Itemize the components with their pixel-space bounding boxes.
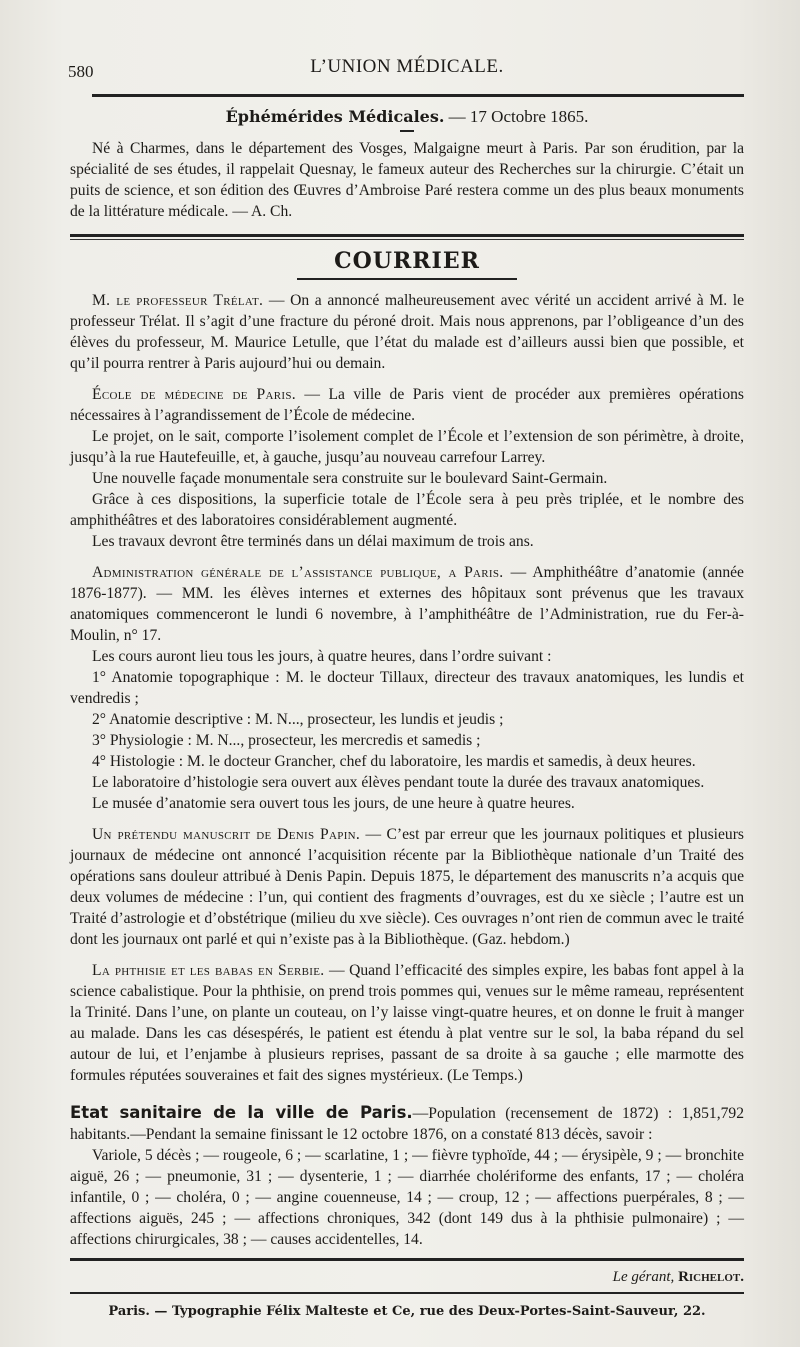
phthisie-lead: La phthisie et les babas en Serbie. [92,962,325,979]
courrier-rule [297,278,517,280]
course-4: 4° Histologie : M. le docteur Grancher, chef du laboratoire, les mardis et samedis, à deux heures. [92,753,696,770]
gerant-label: Le gérant, [612,1269,675,1285]
assistance-p4: Le musée d’anatomie sera ouvert tous les jours, de une heure à quatre heures. [92,795,575,812]
imprint: Paris. — Typographie Félix Malteste et Ce, rue des Deux-Portes-Saint-Sauveur, 22. [108,1304,706,1319]
ecole-text: — La ville de Paris vient de procéder aux premières opérations nécessaires à l’agrandissement de l’École de médecine. [70,386,744,424]
gerant-line [70,1269,744,1286]
ephemerides-label: Éphémérides Médicales. [225,107,445,126]
imprint-rule [70,1292,744,1294]
etat-list: Variole, 5 décès ; — rougeole, 6 ; — scarlatine, 1 ; — fièvre typhoïde, 44 ; — érysipèle, 9 ; — bronchite aiguë, 26 ; — pneumonie, 31 ; — dysenterie, 1 ; — diarrhée cholériforme des enfants, 17 ; — choléra infantile, 0 ; — choléra, 0 ; — angine couenneuse, 14 ; — croup, 12 ; — affections puerpérales, 8 ; — affections aiguës, 245 ; — affections chroniques, 342 (dont 149 dus à la phthisie pulmonaire) ; — affections chirurgicales, 38 ; — causes accidentelles, 14. [70,1147,744,1248]
phthisie-item [70,960,744,1086]
ecole-p4: Grâce à ces dispositions, la superficie totale de l’École sera à peu près triplée, et le nombre des amphithéâtres et des laboratoires considérablement augmenté. [70,491,744,529]
ephemerides-heading [70,107,744,127]
etat-title: Etat sanitaire de la ville de Paris. [70,1103,413,1122]
etat-text: —Population (recensement de 1872) : 1,851,792 habitants.—Pendant la semaine finissant le 12 octobre 1876, on a constaté 813 décès, savoir : [70,1105,744,1143]
ecole-item [70,384,744,552]
ecole-p5: Les travaux devront être terminés dans un délai maximum de trois ans. [92,533,534,550]
ephemerides-text: Né à Charmes, dans le département des Vosges, Malgaigne meurt à Paris. Par son érudition, par la spécialité de ses études, il rappelait Quesnay, le fameux auteur des Recherches sur la chirurgie. C’était un puits de science, et son édition des Œuvres d’Ambroise Paré restera comme un des plus beaux monuments de la littérature médicale. — A. Ch. [70,140,744,220]
header-rule [92,94,744,97]
trelat-text: — On a annoncé malheureusement avec vérité un accident arrivé à M. le professeur Trélat. Il s’agit d’une fracture du péroné droit. Mais nous apprenons, par l’obligeance d’un des élèves du professeur, M. Maurice Letulle, que l’état du malade est d’ailleurs aussi bien que possible, et qu’il pourra rentrer à Paris aujourd’hui ou demain. [70,292,744,372]
ecole-p3: Une nouvelle façade monumentale sera construite sur le boulevard Saint-Germain. [92,470,608,487]
assistance-item [70,562,744,814]
ecole-p2: Le projet, on le sait, comporte l’isolement complet de l’École et l’extension de son périmètre, à droite, jusqu’à la rue Hautefeuille, et, à gauche, jusqu’au nouveau carrefour Larrey. [70,428,744,466]
ecole-lead: École de médecine de Paris. [92,386,296,403]
page-number: 580 [68,62,94,81]
papin-lead: Un prétendu manuscrit de Denis Papin. [92,826,361,843]
trelat-lead: M. le professeur Trélat. [92,292,264,309]
footer-rule [70,1258,744,1261]
section-double-rule [70,234,744,240]
assistance-p3: Le laboratoire d’histologie sera ouvert aux élèves pendant toute la durée des travaux anatomiques. [92,774,705,791]
trelat-item [70,290,744,374]
courrier-title: COURRIER [334,248,480,274]
journal-title: L’UNION MÉDICALE. [310,56,504,77]
gerant-name: Richelot. [678,1269,744,1285]
running-head [70,46,744,86]
papin-item [70,824,744,950]
assistance-text: — Amphithéâtre d’anatomie (année 1876-1877). — MM. les élèves internes et externes des hôpitaux sont prévenus que les travaux anatomiques commenceront le lundi 6 novembre, à l’amphithéâtre de l’Administration, rue du Fer-à-Moulin, n° 17. [70,564,744,644]
assistance-lead: Administration générale de l’assistance publique, a Paris. [92,564,504,581]
course-1: 1° Anatomie topographique : M. le docteur Tillaux, directeur des travaux anatomiques, les lundis et vendredis ; [70,669,744,707]
course-3: 3° Physiologie : M. N..., prosecteur, les mercredis et samedis ; [92,732,481,749]
ephemerides-date: — 17 Octobre 1865. [448,107,589,126]
assistance-p2: Les cours auront lieu tous les jours, à quatre heures, dans l’ordre suivant : [92,648,552,665]
etat-sanitaire [70,1102,744,1250]
phthisie-text: — Quand l’efficacité des simples expire, les babas font appel à la science cabalistique. Pour la phthisie, on prend trois pommes qui, venues sur le même rameau, représentent la Trinité. Dans l’une, on plante un couteau, on l’y laisse vingt-quatre heures, et on donne le fruit à manger au malade. Dans les cas désespérés, le patient est étendu à plat ventre sur le sol, la baba répand du sel autour de lui, et l’enjambe à plusieurs reprises, passant de sa droite à sa gauche ; elle marmotte des formules réputées souveraines et fait des signes mystérieux. (Le Temps.) [70,962,744,1084]
papin-text: — C’est par erreur que les journaux politiques et plusieurs journaux de médecine ont annoncé l’acquisition récente par la Bibliothèque nationale d’un Traité des opérations sans douleur attribué à Denis Papin. Depuis 1875, le département des manuscrits n’a acquis que deux volumes de médecine : l’un, qui contient des fragments d’ouvrages, est du xe siècle ; l’autre est un Traité d’astrologie et d’obstétrique (milieu du xve siècle). Ces ouvrages n’ont rien de commun avec le traité dont les journaux ont parlé et qui n’existe pas à la Bibliothèque. (Gaz. hebdom.) [70,826,744,948]
course-2: 2° Anatomie descriptive : M. N..., prosecteur, les lundis et jeudis ; [92,711,504,728]
